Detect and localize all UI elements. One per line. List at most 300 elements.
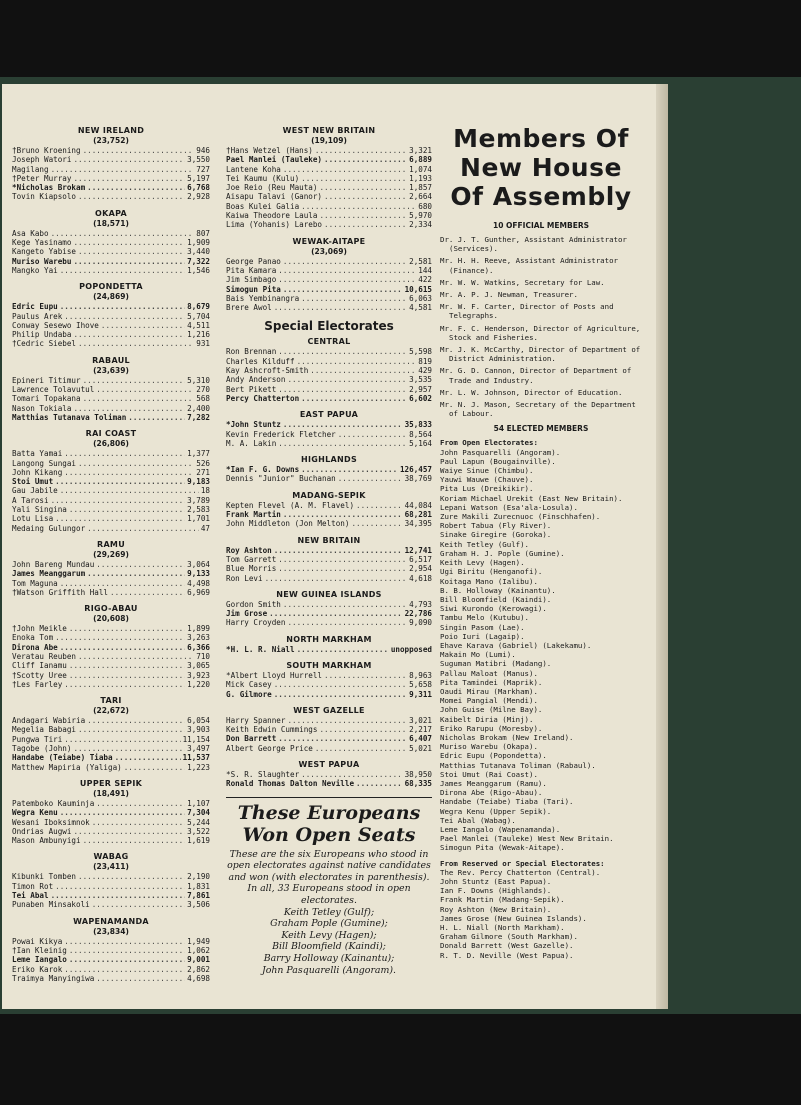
candidate-name: Kege Yasinamo	[12, 238, 72, 248]
leader-dots	[60, 808, 185, 817]
candidate-row	[12, 376, 210, 385]
electorate-name: WAPENAMANDA	[73, 916, 149, 926]
candidate-votes: 710	[196, 651, 210, 661]
results-column-2	[226, 126, 432, 976]
electorate-name: WEST NEW BRITAIN	[282, 126, 376, 135]
candidate-name: *Ian F. G. Downs	[226, 465, 300, 475]
leader-dots	[83, 836, 186, 845]
candidate-row	[12, 735, 210, 744]
candidate-votes: 3,440	[187, 247, 210, 257]
leader-dots	[356, 501, 403, 510]
candidate-votes: 4,793	[409, 599, 432, 609]
candidate-votes: 3,321	[409, 146, 432, 155]
candidate-votes: 5,658	[409, 680, 432, 690]
leader-dots	[96, 799, 185, 808]
candidate-row	[226, 744, 432, 753]
elected-member: Leme Iangalo (Wapenamanda).	[440, 824, 561, 834]
article-title: Members Of New House Of Assembly	[450, 124, 632, 211]
candidate-name: Magilang	[12, 164, 49, 174]
electorate-name: EAST PAPUA	[299, 410, 359, 420]
candidate-row	[12, 955, 210, 964]
electorate-name: WEWAK-AITAPE	[292, 236, 366, 246]
candidate-row	[12, 643, 210, 652]
candidate-row	[226, 192, 432, 201]
candidate-row	[226, 716, 432, 725]
candidate-votes: 1,062	[187, 945, 210, 955]
europeans-box-name: Bill Bloomfield (Kaindi);	[272, 941, 386, 953]
candidate-name: Lawrence Tolavutul	[12, 385, 95, 395]
candidate-votes: unopposed	[390, 644, 432, 654]
candidate-name: Frank Martin	[226, 510, 281, 520]
candidate-name: †Ian Kleinig	[12, 945, 67, 955]
electorate-name: RAI COAST	[85, 429, 137, 439]
open-electorates-list	[440, 448, 642, 853]
candidate-row	[226, 366, 432, 375]
magazine-page	[2, 84, 656, 1009]
candidate-name: Traimya Manyingiwa	[12, 973, 95, 983]
leader-dots	[278, 734, 407, 743]
candidate-votes: 2,334	[409, 220, 432, 230]
leader-dots	[87, 183, 185, 192]
leader-dots	[128, 413, 185, 422]
candidate-name: Kaiwa Theodore Laula	[226, 211, 318, 221]
leader-dots	[78, 459, 194, 468]
leader-dots	[278, 347, 407, 356]
electorate-enrolment: (23,069)	[311, 246, 347, 256]
candidate-name: Aisapu Talavi (Ganor)	[226, 192, 323, 202]
candidate-votes: 9,311	[409, 689, 432, 699]
leader-dots	[101, 321, 185, 330]
candidate-row	[12, 468, 210, 477]
candidate-votes: 6,063	[409, 293, 432, 303]
candidate-row	[226, 465, 432, 474]
candidate-votes: 5,970	[409, 211, 432, 221]
electorate-enrolment: (22,672)	[93, 706, 129, 716]
elected-member: Ugi Biritu (Henganofi).	[440, 567, 543, 577]
candidate-row	[12, 799, 210, 808]
candidate-name: Muriso Warebu	[12, 256, 72, 266]
elected-member: Singin Pasom (Lae).	[440, 622, 525, 632]
candidate-row	[12, 321, 210, 330]
leader-dots	[73, 238, 185, 247]
candidate-votes: 2,400	[187, 403, 210, 413]
candidate-row	[12, 882, 210, 891]
candidate-row	[226, 439, 432, 448]
electorate-section	[226, 237, 432, 313]
leader-dots	[78, 247, 185, 256]
candidate-row	[12, 588, 210, 597]
candidate-name: Percy Chatterton	[226, 393, 300, 403]
candidate-row	[12, 330, 210, 339]
elected-member: John Guise (Milne Bay).	[440, 705, 543, 715]
candidate-name: *Albert Lloyd Hurrell	[226, 670, 323, 680]
candidate-name: Yali Singina	[12, 505, 67, 515]
electorate-name: WEST PAPUA	[298, 760, 360, 770]
leader-dots	[78, 192, 185, 201]
candidate-votes: 4,511	[187, 320, 210, 330]
leader-dots	[283, 257, 407, 266]
leader-dots	[301, 174, 407, 183]
electorate-section	[12, 696, 210, 772]
candidate-votes: 2,190	[187, 872, 210, 882]
electorate-name: POPONDETTA	[79, 282, 143, 292]
europeans-box-names	[262, 907, 396, 976]
leader-dots	[69, 505, 185, 514]
elected-member: Bill Bloomfield (Kaindi).	[440, 594, 552, 604]
candidate-name: †Cedric Siebel	[12, 339, 77, 349]
electorate-enrolment: (19,109)	[311, 136, 347, 145]
leader-dots	[283, 510, 403, 519]
electorate-section	[226, 126, 432, 230]
candidate-row	[226, 546, 432, 555]
leader-dots	[60, 643, 185, 652]
leader-dots	[69, 955, 185, 964]
leader-dots	[356, 779, 403, 788]
official-member: Mr. F. C. Henderson, Director of Agriculture, Stock and Fisheries.	[440, 323, 641, 342]
europeans-box-name: Keith Levy (Hagen);	[281, 929, 377, 941]
candidate-row	[12, 652, 210, 661]
electorate-section	[12, 282, 210, 348]
elected-member: Koitaga Mano (Ialibu).	[440, 576, 538, 586]
candidate-row	[226, 564, 432, 573]
candidate-name: Powai Kikya	[12, 936, 63, 946]
elected-member: Kaibelt Diria (Minj).	[440, 714, 534, 724]
candidate-name: A Tarosi	[12, 495, 49, 505]
candidate-row	[12, 633, 210, 642]
candidate-name: Pita Kamara	[226, 265, 277, 275]
candidate-name: *H. L. R. Niall	[226, 644, 295, 654]
candidate-row	[226, 510, 432, 519]
candidate-row	[12, 827, 210, 836]
candidate-row	[226, 220, 432, 229]
candidate-row	[12, 165, 210, 174]
candidate-name: G. Gilmore	[226, 689, 272, 699]
electorate-section	[226, 706, 432, 753]
candidate-row	[12, 413, 210, 422]
candidate-name: Mick Casey	[226, 680, 272, 690]
candidate-row	[12, 524, 210, 533]
candidate-votes: 68,281	[404, 510, 432, 520]
elected-member: Dirona Abe (Rigo-Abau).	[440, 788, 543, 798]
candidate-row	[12, 725, 210, 734]
candidate-row	[226, 211, 432, 220]
elected-member: Donald Barrett (West Gazelle).	[440, 941, 574, 951]
candidate-votes: 4,698	[187, 973, 210, 983]
candidate-votes: 5,244	[187, 817, 210, 827]
elected-member: Tambu Melo (Kutubu).	[440, 613, 529, 623]
candidate-row	[12, 247, 210, 256]
candidate-name: Mason Ambunyigi	[12, 836, 81, 846]
candidate-row	[226, 725, 432, 734]
leader-dots	[351, 519, 402, 528]
elected-member: Graham H. J. Pople (Gumine).	[440, 548, 565, 558]
candidate-name: †Les Farley	[12, 679, 63, 689]
elected-member: James Grose (New Guinea Islands).	[440, 913, 587, 923]
candidate-name: Patemboko Kauminja	[12, 798, 95, 808]
candidate-row	[226, 430, 432, 439]
candidate-name: Blue Morris	[226, 564, 277, 574]
candidate-row	[226, 257, 432, 266]
candidate-votes: 8,963	[409, 670, 432, 680]
leader-dots	[73, 174, 185, 183]
elected-member: Koriam Michael Urekit (East New Britain).	[440, 493, 623, 503]
candidate-row	[12, 266, 210, 275]
elected-member: Roy Ashton (New Britain).	[440, 904, 552, 914]
candidate-row	[12, 569, 210, 578]
elected-member: Handabe (Teiabe) Tiaba (Tari).	[440, 797, 574, 807]
candidate-name: Matthias Tutanava Toliman	[12, 412, 127, 422]
elected-member: Momei Pangial (Mendi).	[440, 696, 538, 706]
leader-dots	[87, 569, 185, 578]
candidate-name: Andy Anderson	[226, 375, 286, 385]
elected-member: Edric Eupu (Popondetta).	[440, 751, 547, 761]
candidate-row	[226, 420, 432, 429]
candidate-row	[12, 404, 210, 413]
members-column	[440, 126, 642, 960]
elected-member: Pael Manlei (Tauleke) West New Britain.	[440, 834, 614, 844]
candidate-votes: 3,497	[187, 744, 210, 754]
candidate-row	[12, 891, 210, 900]
electorate-section	[12, 852, 210, 909]
candidate-votes: 3,064	[187, 559, 210, 569]
leader-dots	[69, 946, 185, 955]
elected-member: H. L. Niall (North Markham).	[440, 923, 565, 933]
candidate-votes: 38,769	[404, 474, 432, 484]
candidate-votes: 271	[196, 467, 210, 477]
leader-dots	[115, 753, 181, 762]
official-member: Mr. W. W. Watkins, Secretary for Law.	[440, 277, 605, 287]
leader-dots	[301, 294, 407, 303]
candidate-votes: 7,322	[187, 256, 210, 266]
leader-dots	[87, 524, 199, 533]
leader-dots	[278, 564, 407, 573]
candidate-name: Ondrias Augwi	[12, 826, 72, 836]
official-members-list	[440, 235, 642, 418]
leader-dots	[301, 770, 402, 779]
candidate-votes: 422	[418, 275, 432, 285]
candidate-name: Veratau Reuben	[12, 651, 77, 661]
candidate-votes: 5,704	[187, 311, 210, 321]
candidate-row	[226, 165, 432, 174]
elected-member: Muriso Warebu (Okapa).	[440, 742, 538, 752]
candidate-votes: 3,065	[187, 661, 210, 671]
candidate-votes: 3,923	[187, 670, 210, 680]
elected-member: Siwi Kurondo (Kerowagi).	[440, 604, 547, 614]
candidate-votes: 34,395	[404, 519, 432, 529]
electorate-name: CENTRAL	[307, 337, 351, 347]
results-open-electorates	[226, 126, 432, 312]
leader-dots	[73, 257, 185, 266]
candidate-votes: 9,133	[187, 569, 210, 579]
candidate-row	[12, 624, 210, 633]
candidate-row	[226, 770, 432, 779]
leader-dots	[319, 211, 407, 220]
leader-dots	[301, 394, 407, 403]
candidate-row	[12, 477, 210, 486]
candidate-votes: 68,335	[404, 779, 432, 789]
electorate-enrolment: (24,869)	[93, 292, 129, 302]
candidate-name: Wegra Kenu	[12, 808, 58, 818]
candidate-name: Handabe (Teiabe) Tiaba	[12, 753, 113, 763]
candidate-row	[12, 514, 210, 523]
candidate-row	[226, 202, 432, 211]
electorate-section	[12, 917, 210, 983]
leader-dots	[274, 546, 403, 555]
candidate-votes: 680	[418, 201, 432, 211]
candidate-row	[12, 872, 210, 881]
candidate-name: Epineri Titimur	[12, 375, 81, 385]
candidate-votes: 1,546	[187, 265, 210, 275]
electorate-section	[226, 410, 432, 448]
candidate-row	[12, 744, 210, 753]
leader-dots	[55, 514, 185, 523]
candidate-votes: 6,768	[187, 183, 210, 193]
candidate-votes: 3,789	[187, 495, 210, 505]
leader-dots	[83, 376, 186, 385]
candidate-votes: 4,618	[409, 573, 432, 583]
leader-dots	[69, 661, 185, 670]
candidate-votes: 526	[196, 458, 210, 468]
candidate-votes: 1,909	[187, 238, 210, 248]
candidate-row	[12, 579, 210, 588]
candidate-row	[226, 519, 432, 528]
electorate-name: TARI	[100, 696, 122, 706]
candidate-votes: 2,664	[409, 192, 432, 202]
candidate-name: Tom Garrett	[226, 554, 277, 564]
candidate-name: Edric Eupu	[12, 302, 58, 312]
candidate-row	[12, 946, 210, 955]
elected-member: Lepani Watson (Esa'ala-Losula).	[440, 502, 578, 512]
candidate-name: Langong Sungai	[12, 458, 77, 468]
leader-dots	[51, 496, 186, 505]
electorate-enrolment: (18,571)	[93, 218, 129, 228]
electorate-section	[12, 429, 210, 533]
candidate-votes: 2,581	[409, 256, 432, 266]
leader-dots	[73, 155, 185, 164]
candidate-row	[226, 600, 432, 609]
leader-dots	[92, 818, 185, 827]
leader-dots	[73, 330, 185, 339]
leader-dots	[78, 339, 194, 348]
candidate-name: Mangko Yai	[12, 265, 58, 275]
elected-member: Graham Gilmore (South Markham).	[440, 932, 578, 942]
electorate-name: WABAG	[93, 852, 129, 862]
candidate-name: †Watson Griffith Hall	[12, 587, 109, 597]
elected-member: Pita Lus (Dreikikir).	[440, 484, 534, 494]
electorate-name: NEW BRITAIN	[297, 535, 361, 545]
candidate-name: Brere Awol	[226, 303, 272, 313]
electorate-section	[226, 590, 432, 628]
candidate-votes: 1,220	[187, 679, 210, 689]
electorate-enrolment: (23,834)	[93, 926, 129, 936]
leader-dots	[278, 385, 407, 394]
candidate-name: Tagobe (John)	[12, 744, 72, 754]
electorate-name: NORTH MARKHAM	[286, 634, 372, 644]
candidate-votes: 11,537	[182, 753, 210, 763]
candidate-row	[12, 339, 210, 348]
elected-members-heading: 54 ELECTED MEMBERS	[493, 424, 589, 434]
candidate-name: †Peter Murray	[12, 173, 72, 183]
candidate-name: Dirona Abe	[12, 642, 58, 652]
candidate-row	[226, 146, 432, 155]
leader-dots	[278, 555, 407, 564]
reserved-electorates-heading: From Reserved or Special Electorates:	[440, 858, 605, 868]
candidate-votes: 18	[200, 486, 210, 496]
candidate-row	[226, 680, 432, 689]
candidate-row	[226, 275, 432, 284]
candidate-name: Matthew Mapiria (Yaliga)	[12, 762, 122, 772]
elected-member: Ehave Karava (Gabriel) (Lakekamu).	[440, 640, 592, 650]
page-edge	[656, 84, 668, 1009]
elected-member: Paul Lapun (Bougainville).	[440, 456, 556, 466]
elected-member: R. T. D. Neville (West Papua).	[440, 950, 574, 960]
candidate-row	[226, 645, 432, 654]
elected-member: Keith Levy (Hagen).	[440, 558, 525, 568]
candidate-votes: 9,090	[409, 618, 432, 628]
candidate-name: Tovin Kiapsolo	[12, 192, 77, 202]
electorate-section	[12, 540, 210, 597]
electorate-section	[226, 455, 432, 484]
elected-member: Keith Tetley (Gulf).	[440, 539, 529, 549]
candidate-votes: 6,366	[187, 642, 210, 652]
candidate-name: *S. R. Slaughter	[226, 770, 300, 780]
elected-member: Suguman Matibri (Madang).	[440, 659, 552, 669]
leader-dots	[278, 275, 416, 284]
open-electorates-heading: From Open Electorates:	[440, 438, 538, 448]
electorate-enrolment: (23,411)	[93, 862, 129, 872]
candidate-votes: 1,216	[187, 330, 210, 340]
candidate-name: Ron Brennan	[226, 347, 277, 357]
candidate-row	[226, 266, 432, 275]
candidate-name: Don Barrett	[226, 734, 277, 744]
candidate-name: John Bareng Mundau	[12, 559, 95, 569]
elected-member: Wegra Kenu (Upper Sepik).	[440, 806, 552, 816]
candidate-name: Kangeto Yabise	[12, 247, 77, 257]
candidate-name: Jim Grose	[226, 609, 268, 619]
leader-dots	[69, 671, 185, 680]
candidate-row	[12, 174, 210, 183]
leader-dots	[274, 303, 407, 312]
candidate-row	[12, 257, 210, 266]
elected-member: Makain Mo (Lumi).	[440, 650, 516, 660]
candidate-row	[12, 818, 210, 827]
europeans-box-heading: These Europeans Won Open Seats	[237, 801, 421, 846]
candidate-votes: 1,831	[187, 881, 210, 891]
leader-dots	[60, 486, 199, 495]
candidate-row	[226, 375, 432, 384]
candidate-row	[12, 449, 210, 458]
candidate-row	[12, 671, 210, 680]
candidate-votes: 727	[196, 164, 210, 174]
candidate-votes: 568	[196, 394, 210, 404]
candidate-votes: 4,581	[409, 303, 432, 313]
candidate-votes: 9,001	[187, 955, 210, 965]
candidate-row	[226, 574, 432, 583]
candidate-name: Enoka Tom	[12, 633, 54, 643]
candidate-row	[12, 974, 210, 983]
leader-dots	[324, 192, 407, 201]
candidate-row	[226, 474, 432, 483]
special-electorates-heading: Special Electorates	[264, 319, 394, 334]
candidate-row	[12, 505, 210, 514]
candidate-row	[12, 763, 210, 772]
candidate-row	[226, 555, 432, 564]
candidate-votes: 3,550	[187, 155, 210, 165]
electorate-name: WEST GAZELLE	[293, 705, 365, 715]
candidate-votes: 1,701	[187, 514, 210, 524]
leader-dots	[51, 891, 186, 900]
candidate-name: Tei Kaumu (Kulu)	[226, 173, 300, 183]
